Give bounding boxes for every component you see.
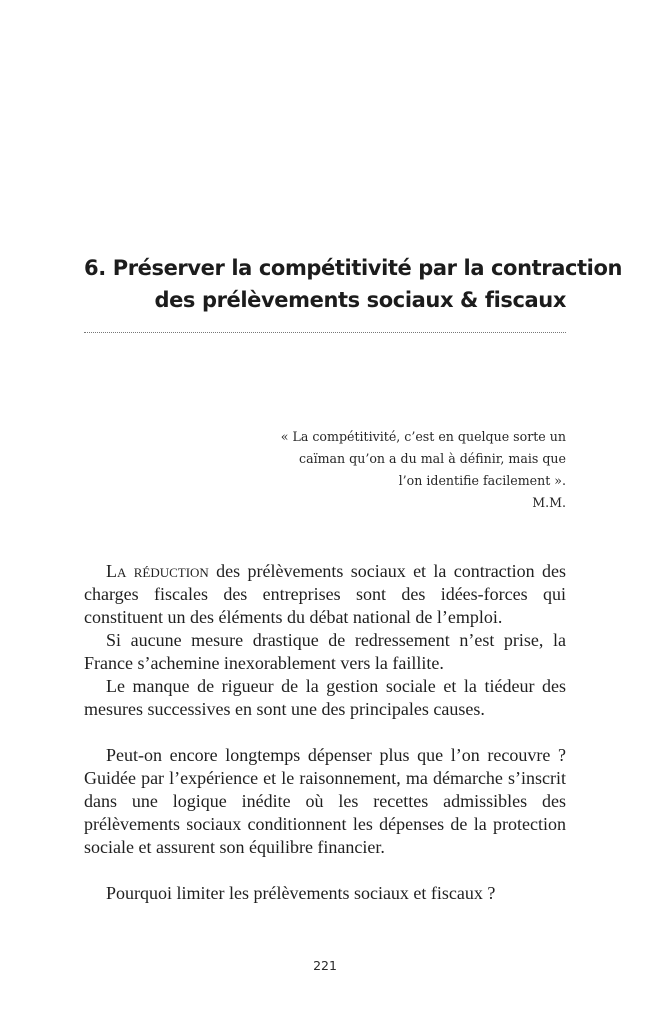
chapter-title-line-2: des prélèvements sociaux & fiscaux <box>154 288 566 312</box>
epigraph-line-2: caïman qu’on a du mal à définir, mais que <box>299 451 566 466</box>
chapter-title-line-1: 6. Préserver la compétitivité par la contraction <box>84 256 623 280</box>
chapter-title <box>84 252 623 316</box>
paragraph-5: Pourquoi limiter les prélèvements sociaux et fiscaux ? <box>106 883 496 903</box>
paragraph-1 <box>84 560 566 629</box>
body-text <box>84 560 566 905</box>
page-number: 221 <box>313 958 337 973</box>
paragraph-2: Si aucune mesure drastique de redressement n’est prise, la France s’achemine inexorablement vers la faillite. <box>84 630 566 673</box>
epigraph <box>230 426 566 514</box>
dotted-divider <box>84 332 566 333</box>
paragraph-4: Peut-on encore longtemps dépenser plus que l’on recouvre ? Guidée par l’expérience et le raisonnement, ma démarche s’inscrit dans une logique inédite où les recettes admissibles des prélèvements sociaux conditionnent les dépenses de la protection sociale et assurent son équilibre financier. <box>84 745 566 857</box>
paragraph-1-lead: La réduction <box>106 561 209 581</box>
paragraph-3: Le manque de rigueur de la gestion sociale et la tiédeur des mesures successives en sont une des principales causes. <box>84 676 566 719</box>
epigraph-line-3: l’on identifie facilement ». <box>398 473 566 488</box>
paragraph-1-text: des prélèvements sociaux et la contraction des charges fiscales des entreprises sont des idées-forces qui constituent un des éléments du débat national de l’emploi. <box>84 561 566 627</box>
epigraph-author: M.M. <box>532 495 566 510</box>
epigraph-line-1: « La compétitivité, c’est en quelque sorte un <box>280 429 566 444</box>
